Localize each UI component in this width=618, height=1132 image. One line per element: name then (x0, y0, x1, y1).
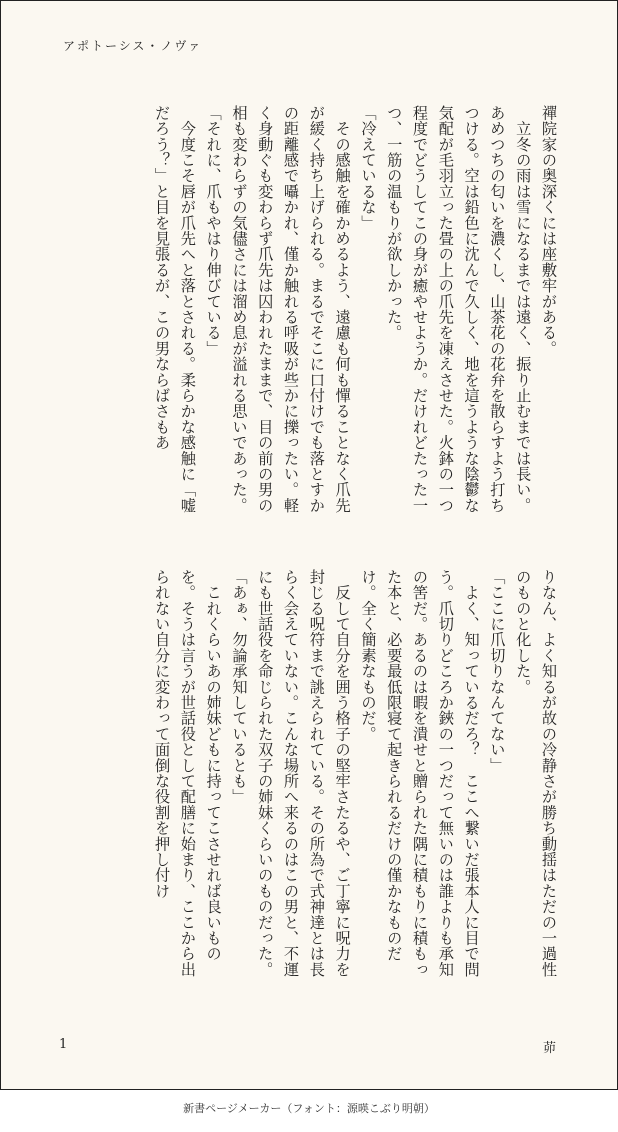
generator-credit: 新書ページメーカー（フォント：源暎こぶり明朝） (183, 1102, 435, 1115)
paragraph: 今度こそ唇が爪先へと落とされる。柔らかな感触に「嘘だろう？」と目を見張るが、この男ならばさもあ (153, 105, 197, 514)
paragraph: 立冬の雨は雪になるまでは遠く、振り止むまでは長い。あめつちの匂いを濃くし、山茶花の花弁を散らすよう打ちつける。空は鉛色に沈んで久しく、地を這うような陰鬱な気配が毛羽立った畳の上の爪先を凍えさせた。火鉢の一つ程度でどうしてこの身が癒やせようか。だけれどたった一つ、一筋の温もりが欲しかった。 (385, 105, 533, 514)
paragraph: りなん、よく知るが故の冷静さが勝ち動揺はただの一過性のものと化した。 (514, 569, 558, 978)
paragraph: 「ここに爪切りなんてない」 (488, 569, 507, 774)
paragraph: 「あぁ、勿論承知しているとも」 (230, 569, 249, 805)
paragraph: 反して自分を囲う格子の堅牢さたるや、ご丁寧に呪力を封じる呪符まで誂えられている。その所為で式神達とは長らく会えていない。こんな場所へ来るのはこの男と、不運にも世話役を命じられた双子の姉妹くらいのものだった。 (256, 569, 352, 978)
upper-text-column (61, 105, 561, 525)
page-signature: 茆 (543, 1041, 557, 1056)
paragraph: 禪院家の奥深くには座敷牢がある。 (540, 105, 558, 357)
paragraph: よく、知っているだろ？ ここへ繋いだ張本人に目で問う。爪切りどころか鋏の一つだって無いのは誰よりも承知の筈だ。あるのは暇を潰せと贈られた隅に積もりに積もった本と、必要最低限寝て起きられるだけの僅かなものだけ。全く簡素なものだ。 (359, 569, 481, 978)
page-number: 1 (59, 1037, 68, 1052)
paragraph: 「それに、爪もやはり伸びている」 (204, 105, 223, 357)
paragraph: 「冷えているな」 (359, 105, 378, 231)
lower-text-column (61, 569, 561, 989)
paragraph: その感触を確かめるよう、遠慮も何も憚ることなく爪先が緩く持ち上げられる。まるでそこに口付けでも落とすかの距離感で囁かれ、僅か触れる呼吸が些かに擽ったい。軽く身動ぐも変わらず爪先は囚われたままで、目の前の男の相も変わらずの気儘さには溜め息が溢れる思いであった。 (230, 105, 352, 514)
running-title: アポトーシス・ノヴァ (63, 39, 203, 53)
paragraph: これくらいあの姉妹どもに持ってこさせれば良いものを。そうは言うが世話役として配膳に始まり、ここから出られない自分に変わって面倒な役割を押し付け (153, 569, 223, 978)
